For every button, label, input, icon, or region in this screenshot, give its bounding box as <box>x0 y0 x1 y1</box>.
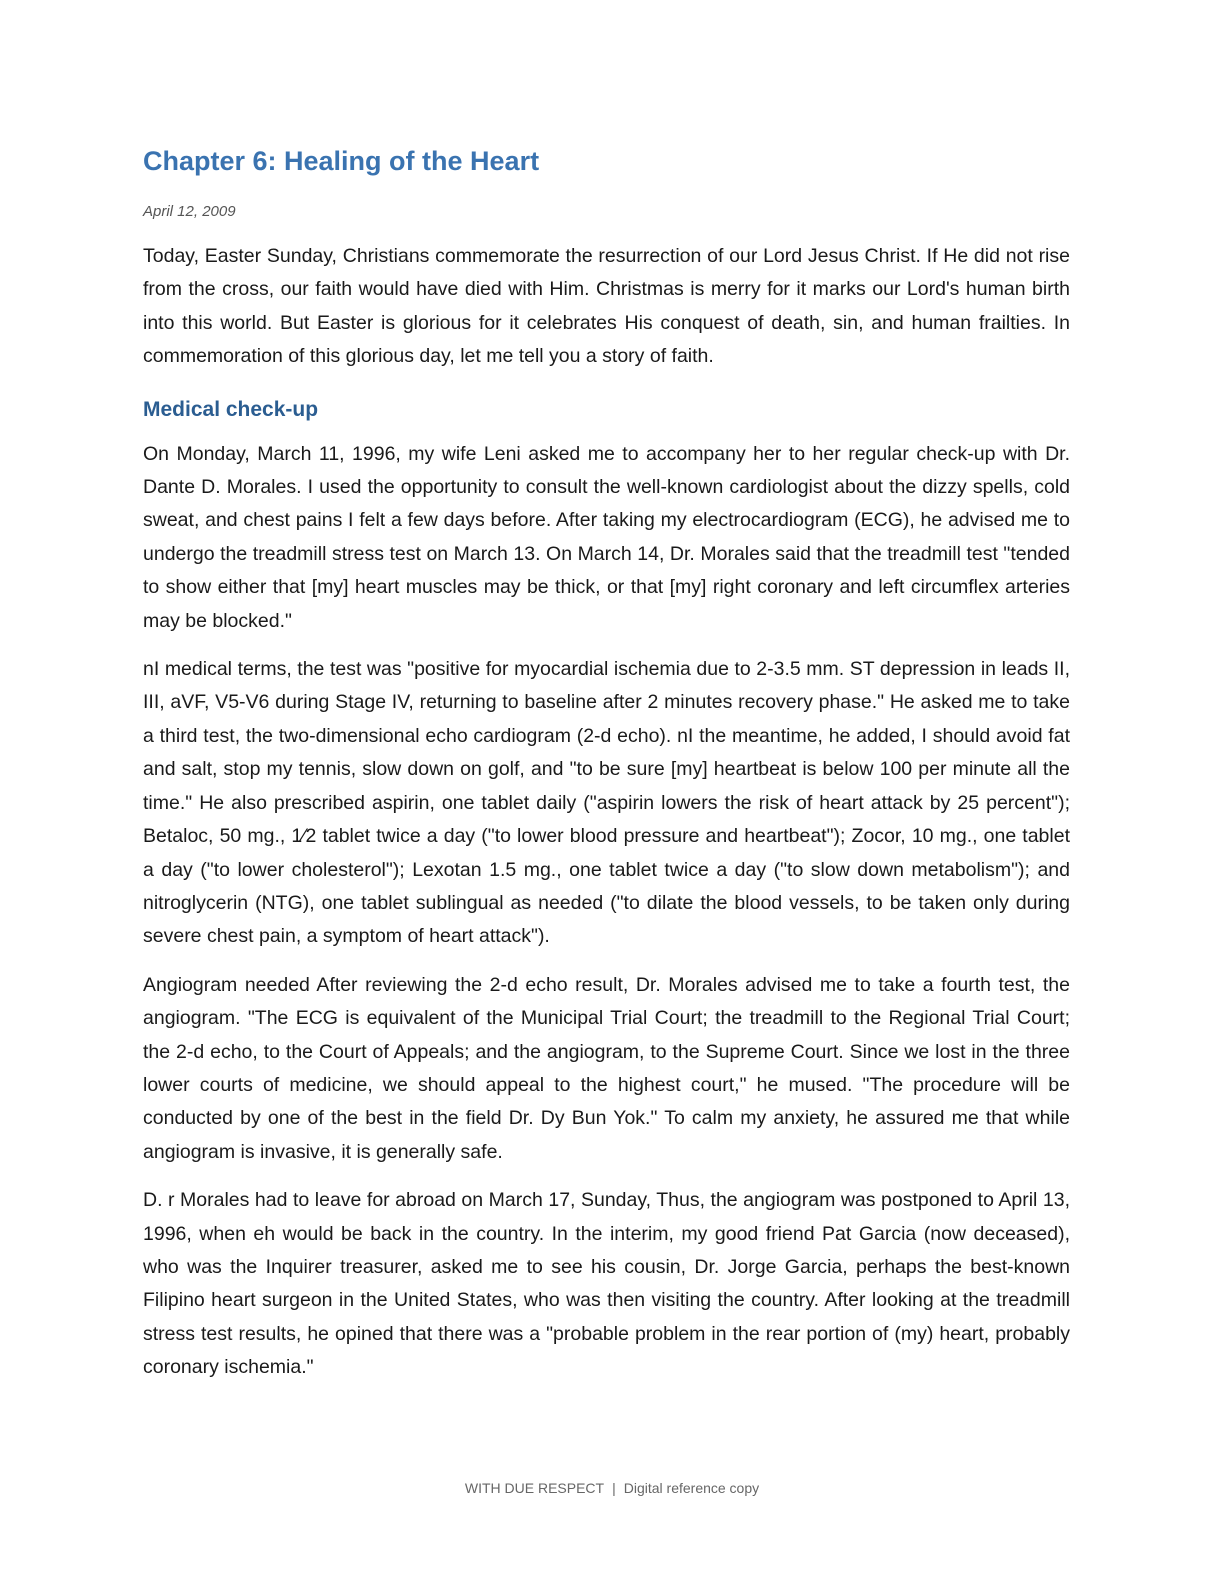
footer-note: Digital reference copy <box>623 1480 760 1496</box>
checkup-paragraph: On Monday, March 11, 1996, my wife Leni asked me to accompany her to her regular check-up with Dr. Dante D. Morales. I used the opportunity to consult the well-known cardiologist about the dizzy spells, cold sweat, and chest pains I felt a few days before. After taking my electrocardiogram (ECG), he advised me to undergo the treadmill stress test on March 13. On March 14, Dr. Morales said that the treadmill test "tended to show either that [my] heart muscles may be thick, or that [my] right coronary and left circumflex arteries may be blocked." <box>143 442 1070 632</box>
chapter-title: Chapter 6: Healing of the Heart <box>143 146 540 176</box>
footer-book-title: WITH DUE RESPECT <box>464 1480 605 1496</box>
footer-separator: | <box>612 1480 616 1496</box>
angiogram-paragraph: Angiogram needed After reviewing the 2-d echo result, Dr. Morales advised me to take a fourth test, the angiogram. "The ECG is equivalent of the Municipal Trial Court; the treadmill to the Regional Trial Court; the 2-d echo, to the Court of Appeals; and the angiogram, to the Supreme Court. Since we lost in the three lower courts of medicine, we should appeal to the highest court," he mused. "The procedure will be conducted by one of the best in the field Dr. Dy Bun Yok." To calm my anxiety, he assured me that while angiogram is invasive, it is generally safe. <box>143 973 1070 1163</box>
postponed-paragraph: D. r Morales had to leave for abroad on March 17, Sunday, Thus, the angiogram was postponed to April 13, 1996, when eh would be back in the country. In the interim, my good friend Pat Garcia (now deceased), who was the Inquirer treasurer, asked me to see his cousin, Dr. Jorge Garcia, perhaps the best-known Filipino heart surgeon in the United States, who was then visiting the country. After looking at the treadmill stress test results, he opined that there was a "probable problem in the rear portion of (my) heart, probably coronary ischemia." <box>143 1189 1070 1379</box>
page-content <box>143 142 1070 1385</box>
section-heading-medical-checkup: Medical check-up <box>143 397 319 421</box>
chapter-date: April 12, 2009 <box>143 203 236 220</box>
page-footer <box>0 1478 1224 1498</box>
medical-terms-paragraph: nI medical terms, the test was "positive for myocardial ischemia due to 2-3.5 mm. ST depression in leads II, III, aVF, V5-V6 during Stage IV, returning to baseline after 2 minutes recovery phase." He asked me to take a third test, the two-dimensional echo cardiogram (2-d echo). nI the meantime, he added, I should avoid fat and salt, stop my tennis, slow down on golf, and "to be sure [my] heartbeat is below 100 per minute all the time." He also prescribed aspirin, one tablet daily ("aspirin lowers the risk of heart attack by 25 percent"); Betaloc, 50 mg., 1⁄2 tablet twice a day ("to lower blood pressure and heartbeat"); Zocor, 10 mg., one tablet a day ("to lower cholesterol"); Lexotan 1.5 mg., one tablet twice a day ("to slow down metabolism"); and nitroglycerin (NTG), one tablet sublingual as needed ("to dilate the blood vessels, to be taken only during severe chest pain, a symptom of heart attack"). <box>143 658 1070 948</box>
intro-paragraph: Today, Easter Sunday, Christians commemorate the resurrection of our Lord Jesus Christ. If He did not rise from the cross, our faith would have died with Him. Christmas is merry for it marks our Lord's human birth into this world. But Easter is glorious for it celebrates His conquest of death, sin, and human frailties. In commemoration of this glorious day, let me tell you a story of faith. <box>143 245 1070 368</box>
